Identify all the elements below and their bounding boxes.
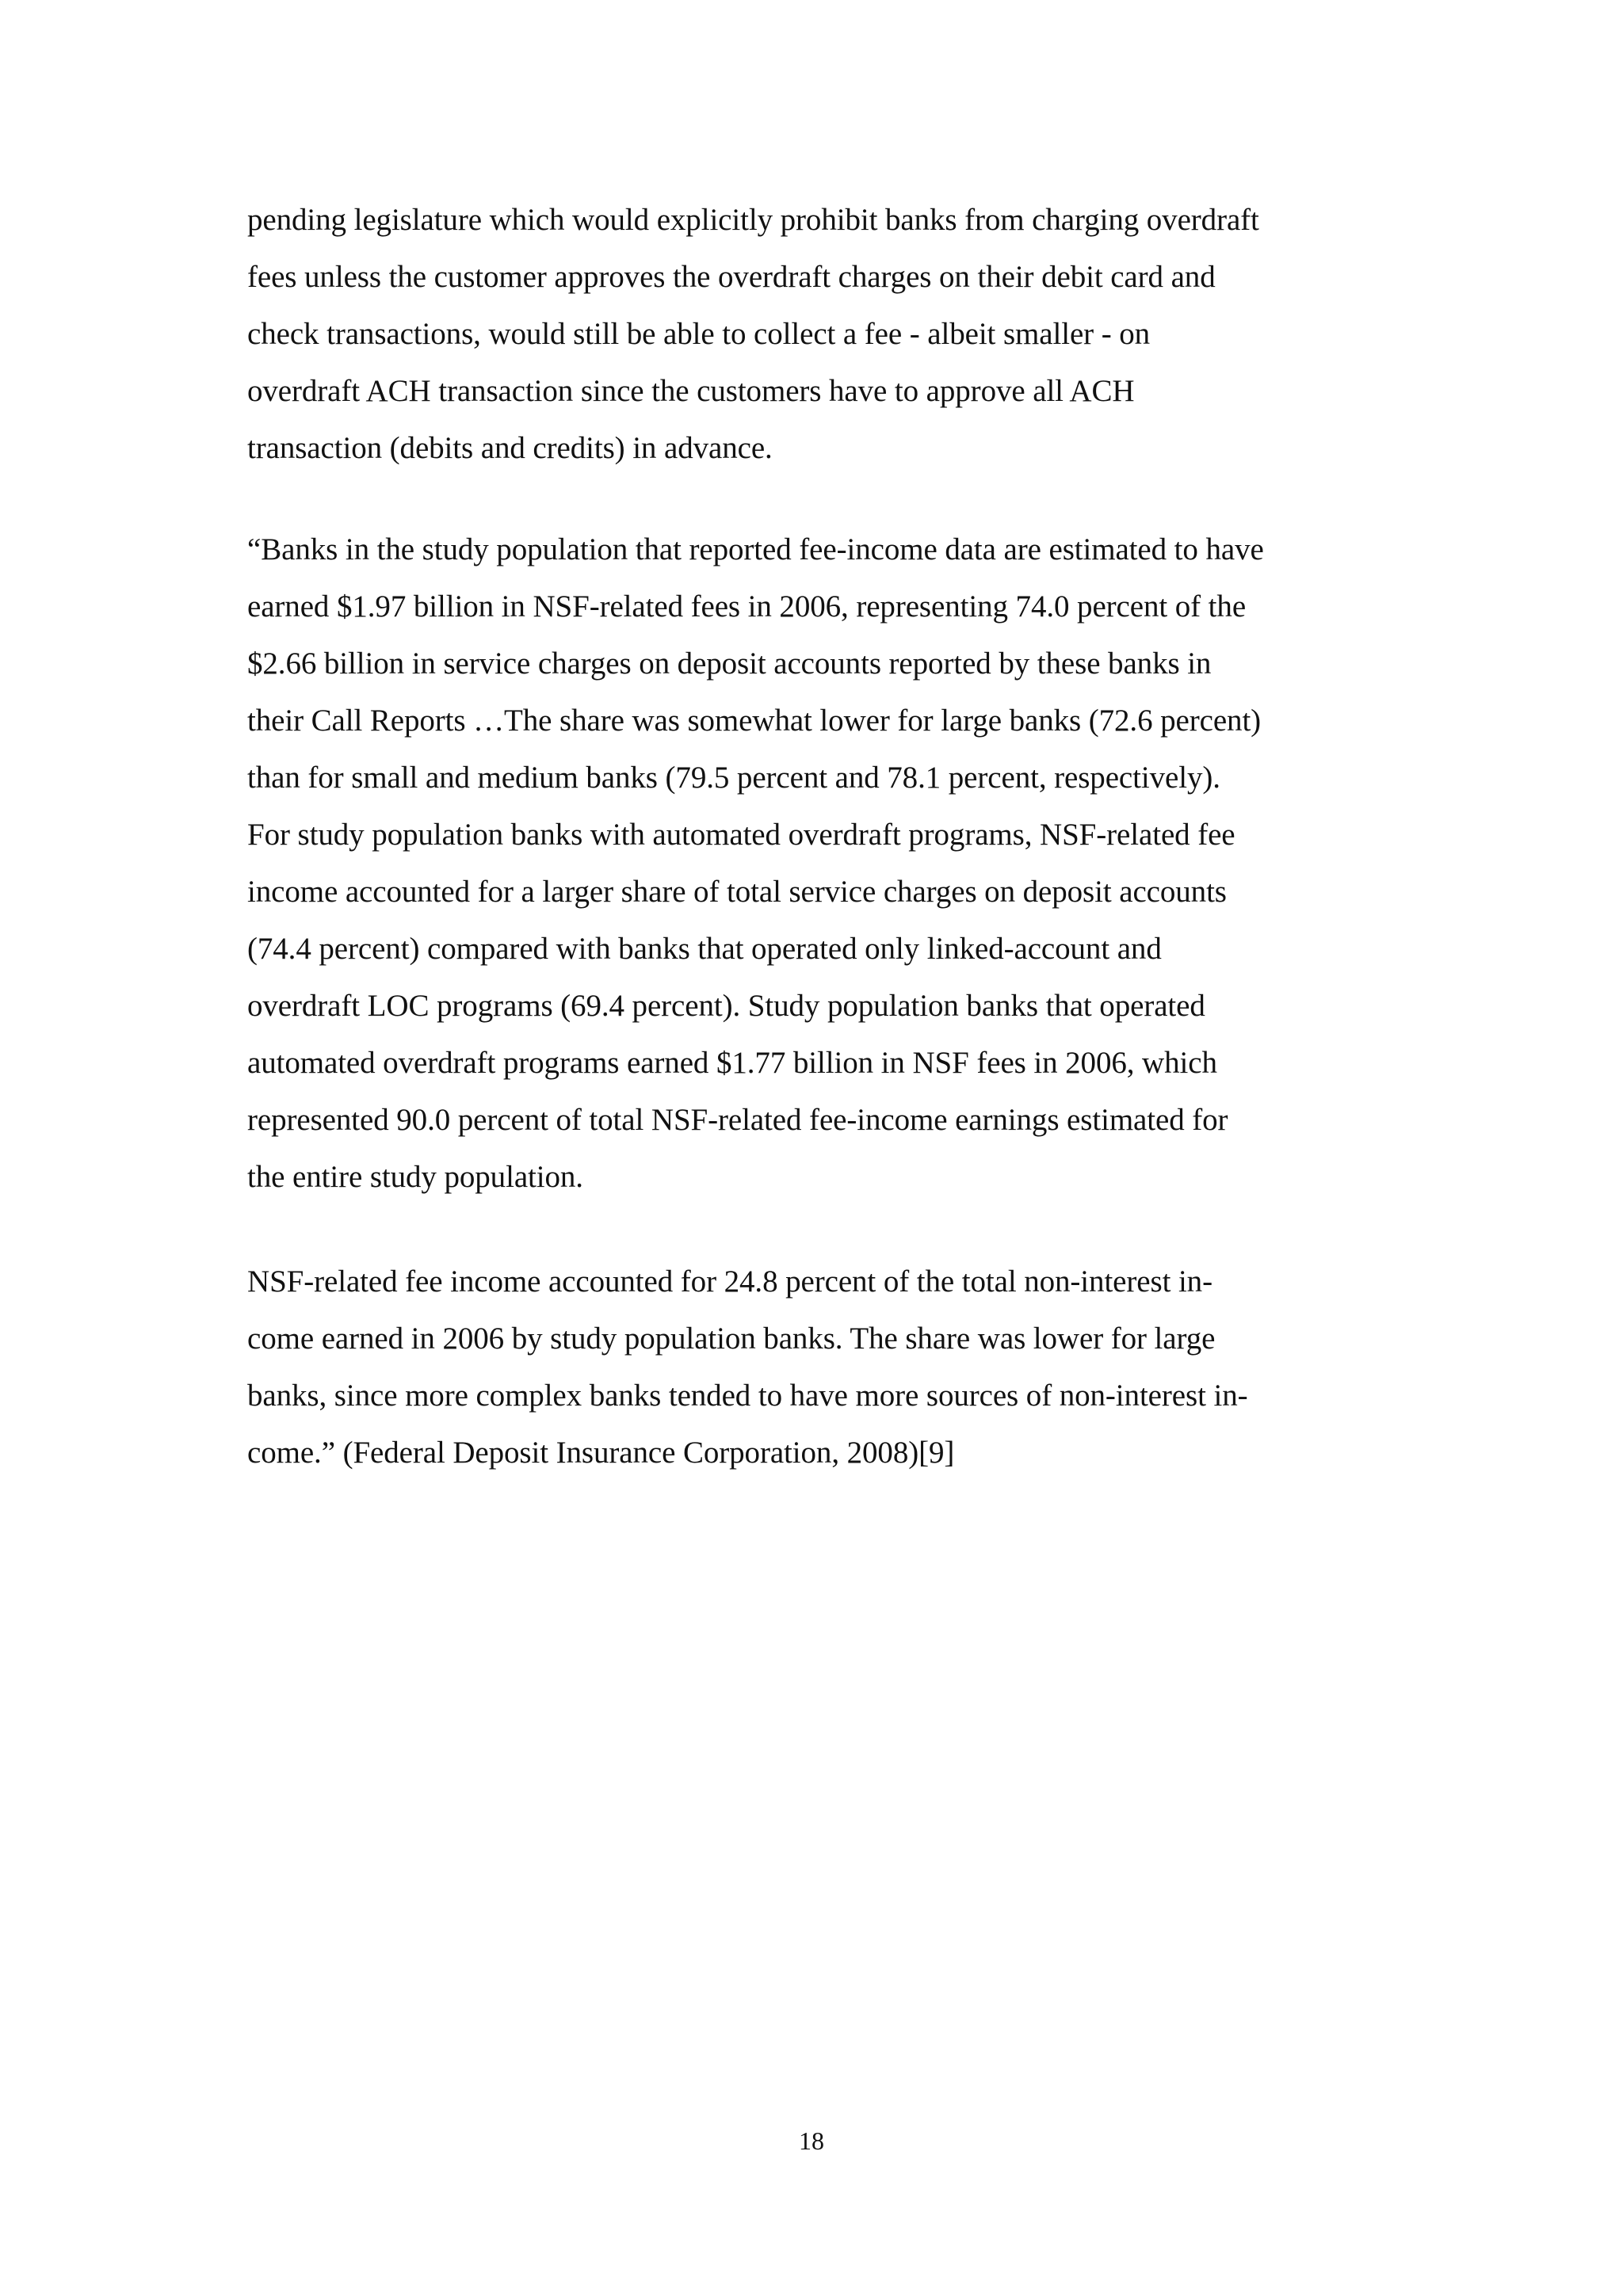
text-line: represented 90.0 percent of total NSF-related fee-income earnings estimated for xyxy=(247,1103,1228,1137)
text-line: overdraft LOC programs (69.4 percent). Study population banks that operated xyxy=(247,989,1205,1023)
text-line: $2.66 billion in service charges on deposit accounts reported by these banks in xyxy=(247,646,1212,681)
page-number: 18 xyxy=(799,2126,824,2155)
text-line: pending legislature which would explicitly prohibit banks from charging overdraft xyxy=(247,203,1259,237)
paragraph-spacer xyxy=(247,477,1388,521)
text-line: come.” (Federal Deposit Insurance Corporation, 2008)[9] xyxy=(247,1436,955,1470)
text-line: NSF-related fee income accounted for 24.8 percent of the total non-interest in- xyxy=(247,1264,1212,1299)
text-line: For study population banks with automated overdraft programs, NSF-related fee xyxy=(247,818,1235,852)
page-body xyxy=(247,192,1388,1482)
text-line: overdraft ACH transaction since the customers have to approve all ACH xyxy=(247,374,1135,408)
text-line: automated overdraft programs earned $1.77 billion in NSF fees in 2006, which xyxy=(247,1046,1217,1080)
paragraph-non-interest-income xyxy=(247,1253,1388,1482)
paragraph-legislation xyxy=(247,192,1388,477)
text-line: income accounted for a larger share of total service charges on deposit accounts xyxy=(247,875,1227,909)
text-line: transaction (debits and credits) in advance. xyxy=(247,431,773,465)
text-line: the entire study population. xyxy=(247,1160,583,1194)
text-line: than for small and medium banks (79.5 percent and 78.1 percent, respectively). xyxy=(247,761,1220,795)
text-line: check transactions, would still be able to collect a fee - albeit smaller - on xyxy=(247,317,1151,351)
text-line: earned $1.97 billion in NSF-related fees in 2006, representing 74.0 percent of the xyxy=(247,589,1247,624)
text-line: their Call Reports …The share was somewhat lower for large banks (72.6 percent) xyxy=(247,704,1262,738)
text-line: banks, since more complex banks tended to have more sources of non-interest in- xyxy=(247,1379,1248,1413)
text-line: fees unless the customer approves the overdraft charges on their debit card and xyxy=(247,260,1216,294)
text-line: come earned in 2006 by study population banks. The share was lower for large xyxy=(247,1322,1216,1356)
paragraph-spacer xyxy=(247,1206,1388,1253)
text-line: (74.4 percent) compared with banks that operated only linked-account and xyxy=(247,932,1162,966)
text-line: “Banks in the study population that reported fee-income data are estimated to have xyxy=(247,532,1264,566)
paragraph-fdic-quote xyxy=(247,521,1388,1206)
